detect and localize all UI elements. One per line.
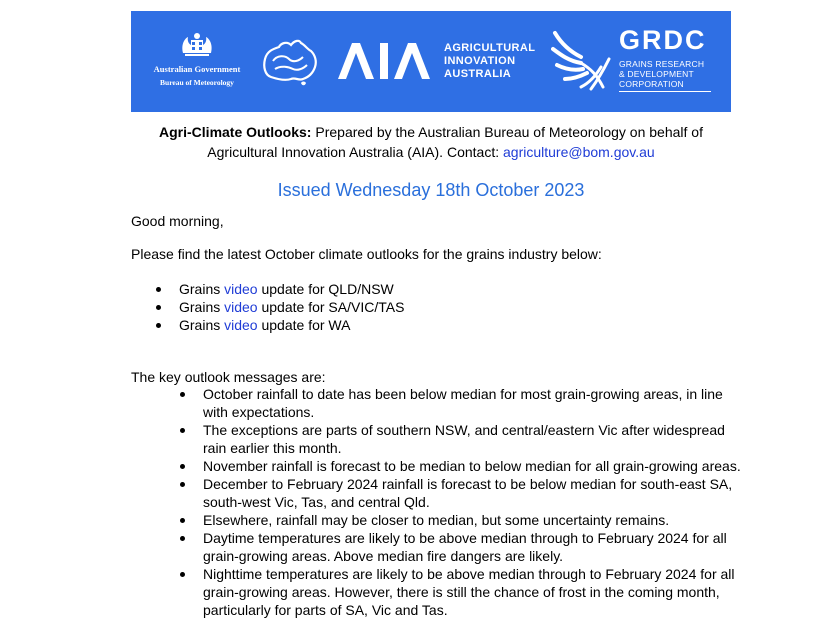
video-post: update for SA/VIC/TAS	[257, 299, 405, 315]
contact-email-link[interactable]: agriculture@bom.gov.au	[503, 144, 655, 160]
grdc-line-3: CORPORATION	[619, 79, 684, 89]
key-messages-heading: The key outlook messages are:	[131, 369, 326, 385]
list-item	[131, 298, 404, 316]
video-post: update for QLD/NSW	[257, 281, 394, 297]
intro-bold-label: Agri-Climate Outlooks:	[159, 124, 312, 140]
issued-date-heading: Issued Wednesday 18th October 2023	[277, 180, 585, 200]
aia-line-1: AGRICULTURAL	[444, 42, 536, 54]
list-item	[131, 280, 404, 298]
video-pre: Grains	[179, 317, 225, 333]
video-list	[131, 280, 404, 334]
intro-text-2: Agricultural Innovation Australia (AIA). Contact:	[207, 144, 503, 160]
header-banner	[131, 11, 731, 112]
list-item	[131, 316, 404, 334]
video-link-sa-vic-tas[interactable]: video	[224, 299, 258, 315]
intro-paragraph	[131, 122, 731, 162]
video-pre: Grains	[179, 299, 225, 315]
aia-wordmark	[444, 42, 535, 81]
video-link-qld-nsw[interactable]: video	[224, 281, 258, 297]
bureau-name: Bureau of Meteorology	[160, 78, 234, 87]
key-messages-list	[131, 385, 741, 619]
grdc-line-1: GRAINS RESEARCH	[619, 59, 705, 69]
intro-text-1: Prepared by the Australian Bureau of Meteorology on behalf of	[311, 124, 703, 140]
video-post: update for WA	[257, 317, 351, 333]
grdc-wheat-icon	[551, 29, 613, 93]
bom-australia-map-icon	[259, 37, 321, 87]
list-item: December to February 2024 rainfall is forecast to be below median for south-east SA, south-west Vic, Tas, and central Qld.	[131, 475, 741, 511]
grdc-title: GRDC	[619, 25, 707, 55]
aia-logo-icon	[336, 41, 440, 81]
video-link-wa[interactable]: video	[224, 317, 258, 333]
list-item: November rainfall is forecast to be median to below median for all grain-growing areas.	[131, 457, 741, 475]
australian-government-logo	[147, 31, 247, 87]
aia-line-3: AUSTRALIA	[444, 68, 512, 80]
grdc-subtitle	[619, 59, 711, 92]
gov-name: Australian Government	[153, 64, 241, 74]
greeting: Good morning,	[131, 213, 224, 229]
coat-of-arms-icon	[175, 31, 219, 61]
lead-text: Please find the latest October climate outlooks for the grains industry below:	[131, 246, 602, 262]
video-pre: Grains	[179, 281, 225, 297]
list-item: Daytime temperatures are likely to be above median through to February 2024 for all grain-growing areas. Above median fire dangers are likely.	[131, 529, 741, 565]
grdc-line-2: & DEVELOPMENT	[619, 69, 694, 79]
aia-line-2: INNOVATION	[444, 55, 516, 67]
list-item: The exceptions are parts of southern NSW, and central/eastern Vic after widespread rain earlier this month.	[131, 421, 741, 457]
list-item: Nighttime temperatures are likely to be above median through to February 2024 for all grain-growing areas. However, there is still the chance of frost in the coming month, particularly for parts of SA, Vic and Tas.	[131, 565, 741, 619]
list-item: October rainfall to date has been below median for most grain-growing areas, in line with expectations.	[131, 385, 741, 421]
list-item: Elsewhere, rainfall may be closer to median, but some uncertainty remains.	[131, 511, 741, 529]
